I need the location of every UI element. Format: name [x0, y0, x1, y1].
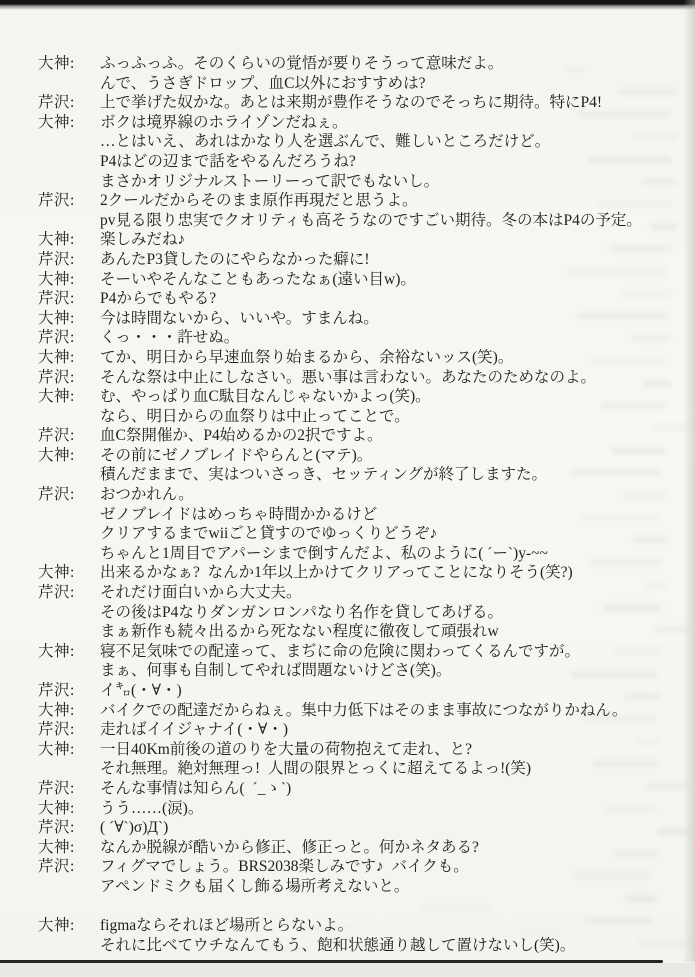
- dialogue-text: 楽しみだね♪: [100, 231, 186, 249]
- dialogue-text: その後はP4なりダンガンロンパなり名作を貸してあげる。: [100, 603, 503, 621]
- dialogue-text: まさかオリジナルストーリーって訳でもないし。: [100, 172, 440, 190]
- dialogue-text: バイクでの配達だからねぇ。集中力低下はそのまま事故につながりかねん。: [100, 701, 628, 719]
- speaker-label: 大神:: [38, 309, 75, 327]
- dialogue-text: 積んだままで、実はついさっき、セッティングが終了しますた。: [100, 466, 548, 484]
- speaker-label: 大神:: [38, 799, 75, 817]
- dialogue-text: フィグマでしょう。BRS2038楽しみです♪ バイクも。: [100, 858, 469, 876]
- speaker-label: [38, 877, 100, 897]
- dialogue-line: [38, 407, 668, 427]
- dialogue-text: てか、明日から早速血祭り始まるから、余裕ないッス(笑)。: [100, 348, 514, 366]
- dialogue-text: そーいやそんなこともあったなぁ(遠い目w)。: [100, 270, 416, 288]
- speaker-label: 芹沢:: [38, 250, 75, 268]
- dialogue-line: [38, 916, 668, 936]
- dialogue-text: んで、うさぎドロップ、血C以外におすすめは?: [100, 74, 426, 92]
- dialogue-line: [38, 936, 668, 956]
- speaker-label: 芹沢:: [38, 427, 75, 445]
- dialogue-line: [38, 348, 668, 368]
- dialogue-line: [38, 485, 668, 505]
- dialogue-line: [38, 93, 668, 113]
- speaker-label: 芹沢:: [38, 819, 75, 837]
- speaker-label: [38, 132, 100, 152]
- dialogue-line: [38, 642, 668, 662]
- dialogue-line: [38, 603, 668, 623]
- dialogue-text: ( ´∀`)σ)Д`): [100, 819, 169, 837]
- dialogue-text: なら、明日からの血祭りは中止ってことで。: [100, 407, 410, 425]
- speaker-label: 大神:: [38, 740, 75, 758]
- dialogue-text: 血C祭開催か、P4始めるかの2択ですよ。: [100, 427, 383, 445]
- dialogue-text: figmaならそれほど場所とらないよ。: [100, 917, 354, 935]
- dialogue-line: [38, 328, 668, 348]
- speaker-label: 芹沢:: [38, 290, 75, 308]
- speaker-label: [38, 661, 100, 681]
- speaker-label: [38, 172, 100, 192]
- dialogue-text: ボクは境界線のホライゾンだねぇ。: [100, 113, 348, 131]
- speaker-label: 芹沢:: [38, 94, 75, 112]
- dialogue-text: おつかれん。: [100, 486, 194, 504]
- speaker-label: 大神:: [38, 838, 75, 856]
- speaker-label: [38, 74, 100, 94]
- dialogue-line: [38, 838, 668, 858]
- dialogue-line: [38, 681, 668, 701]
- dialogue-text: あんたP3貸したのにやらなかった癖に!: [100, 250, 370, 268]
- dialogue-text: それに比べてウチなんてもう、飽和状態通り越して置けないし(笑)。: [100, 936, 576, 954]
- dialogue-line: [38, 759, 668, 779]
- dialogue-text: それだけ面白いから大丈夫。: [100, 584, 302, 602]
- dialogue-text: ゼノブレイドはめっちゃ時間かかるけど: [100, 505, 378, 523]
- speaker-label: 芹沢:: [38, 486, 75, 504]
- dialogue-text: P4はどの辺まで話をやるんだろうね?: [100, 152, 356, 170]
- speaker-label: 芹沢:: [38, 779, 75, 797]
- dialogue-text: [100, 897, 668, 917]
- page-right-shading: [683, 0, 695, 962]
- speaker-label: [38, 211, 100, 231]
- speaker-label: [38, 936, 100, 956]
- dialogue-line: [38, 818, 668, 838]
- speaker-label: [38, 759, 100, 779]
- dialogue-text: そんな祭は中止にしなさい。悪い事は言わない。あなたのためなのよ。: [100, 368, 597, 386]
- dialogue-line: [38, 211, 668, 231]
- speaker-label: [38, 465, 100, 485]
- speaker-label: 芹沢:: [38, 682, 75, 699]
- dialogue-line: [38, 54, 668, 74]
- dialogue-text: 2クールだからそのまま原作再現だと思うよ。: [100, 192, 418, 210]
- speaker-label: 大神:: [38, 55, 75, 72]
- dialogue-text: それ無理。絶対無理っ! 人間の限界とっくに超えてるよっ!(笑): [100, 760, 532, 778]
- dialogue-line: [38, 426, 668, 446]
- dialogue-line: [38, 877, 668, 897]
- dialogue-text: ちゃんと1周目でアパーシまで倒すんだよ、私のように( ´ー`)y-~~: [100, 544, 548, 562]
- speaker-label: [38, 622, 100, 642]
- speaker-label: [38, 505, 100, 525]
- dialogue-text: そんな事情は知らん( ´_ゝ`): [100, 779, 292, 797]
- dialogue-line: [38, 544, 668, 564]
- dialogue-text: pv見る限り忠実でクオリティも高そうなのですごい期待。冬の本はP4の予定。: [100, 211, 642, 229]
- dialogue-line: [38, 720, 668, 740]
- dialogue-transcript: [38, 54, 668, 955]
- dialogue-text: うう……(涙)。: [100, 799, 204, 817]
- speaker-label: [38, 152, 100, 172]
- speaker-label: 大神:: [38, 564, 75, 582]
- speaker-label: 芹沢:: [38, 192, 75, 210]
- dialogue-line: [38, 622, 668, 642]
- dialogue-text: まぁ、何事も自制してやれば問題ないけどさ(笑)。: [100, 662, 452, 680]
- dialogue-text: その前にゼノブレイドやらんと(マテ)。: [100, 446, 373, 464]
- dialogue-text: まぁ新作も続々出るから死なない程度に徹夜して頑張れw: [100, 623, 499, 641]
- dialogue-line: [38, 132, 668, 152]
- dialogue-line: [38, 465, 668, 485]
- dialogue-text: 走ればイイジャナイ(・∀・): [100, 721, 289, 739]
- dialogue-line: [38, 661, 668, 681]
- speaker-label: 大神:: [38, 231, 75, 249]
- dialogue-line: [38, 799, 668, 819]
- scan-bottom-edge: [0, 963, 695, 977]
- dialogue-text: ふっふっふ。そのくらいの覚悟が要りそうって意味だよ。: [100, 55, 504, 72]
- speaker-label: 大神:: [38, 388, 75, 406]
- speaker-label: [38, 544, 100, 564]
- speaker-label: 大神:: [38, 701, 75, 719]
- speaker-label: 芹沢:: [38, 368, 75, 386]
- dialogue-line: [38, 309, 668, 329]
- dialogue-line: [38, 152, 668, 172]
- speaker-label: 大神:: [38, 446, 75, 464]
- speaker-label: [38, 407, 100, 427]
- dialogue-line: [38, 289, 668, 309]
- dialogue-line: [38, 563, 668, 583]
- dialogue-line: [38, 270, 668, 290]
- dialogue-line: [38, 230, 668, 250]
- dialogue-text: む、やっぱり血C駄目なんじゃないかよっ(笑)。: [100, 388, 431, 406]
- dialogue-line: [38, 250, 668, 270]
- speaker-label: [38, 897, 100, 917]
- scan-top-edge: [0, 0, 695, 10]
- dialogue-line: [38, 701, 668, 721]
- dialogue-line: [38, 191, 668, 211]
- dialogue-text: なんか脱線が酷いから修正、修正っと。何かネタある?: [100, 838, 479, 856]
- dialogue-text: 今は時間ないから、いいや。すまんね。: [100, 309, 379, 327]
- dialogue-line: [38, 113, 668, 133]
- dialogue-text: クリアするまでwiiごと貸すのでゆっくりどうぞ♪: [100, 525, 438, 543]
- speaker-label: 大神:: [38, 348, 75, 366]
- speaker-label: 大神:: [38, 113, 75, 131]
- dialogue-text: アペンドミクも届くし飾る場所考えないと。: [100, 877, 410, 895]
- dialogue-line: [38, 505, 668, 525]
- dialogue-text: P4からでもやる?: [100, 290, 217, 308]
- dialogue-line: [38, 583, 668, 603]
- speaker-label: 大神:: [38, 642, 75, 660]
- dialogue-line: [38, 368, 668, 388]
- dialogue-line: [38, 172, 668, 192]
- dialogue-line: [38, 779, 668, 799]
- dialogue-line: [38, 740, 668, 760]
- dialogue-text: 上で挙げた奴かな。あとは来期が豊作そうなのでそっちに期待。特にP4!: [100, 94, 603, 112]
- dialogue-line: [38, 897, 668, 917]
- dialogue-text: 出来るかなぁ? なんか1年以上かけてクリアってことになりそう(笑?): [100, 564, 573, 582]
- speaker-label: 芹沢:: [38, 858, 75, 876]
- speaker-label: [38, 603, 100, 623]
- dialogue-text: …とはいえ、あれはかなり人を選ぶんで、難しいところだけど。: [100, 133, 551, 151]
- dialogue-line: [38, 446, 668, 466]
- dialogue-line: [38, 387, 668, 407]
- speaker-label: 大神:: [38, 270, 75, 288]
- speaker-label: [38, 524, 100, 544]
- dialogue-text: 寝不足気味での配達って、まぢに命の危険に関わってくるんですが。: [100, 642, 581, 660]
- speaker-label: 大神:: [38, 917, 75, 935]
- page-bottom-rule: [0, 960, 663, 963]
- dialogue-text: イ㌔(・∀・): [100, 682, 182, 699]
- dialogue-line: [38, 524, 668, 544]
- dialogue-line: [38, 74, 668, 94]
- speaker-label: 芹沢:: [38, 329, 75, 347]
- dialogue-text: 一日40Km前後の道のりを大量の荷物抱えて走れ、と?: [100, 740, 473, 758]
- speaker-label: 芹沢:: [38, 584, 75, 602]
- dialogue-text: くっ・・・許せぬ。: [100, 329, 240, 347]
- dialogue-line: [38, 857, 668, 877]
- speaker-label: 芹沢:: [38, 721, 75, 739]
